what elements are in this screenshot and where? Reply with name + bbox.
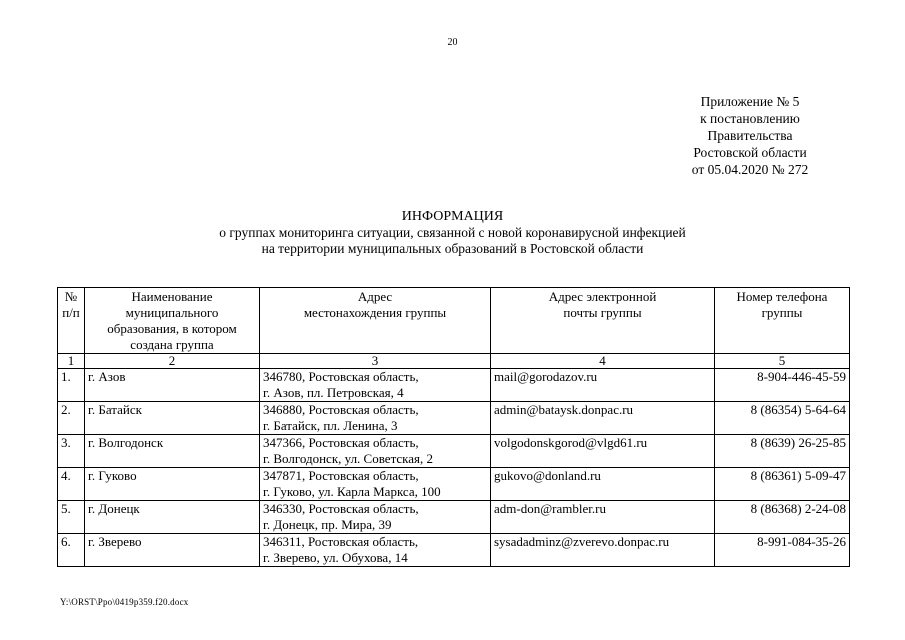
- municipality-name: г. Волгодонск: [85, 435, 260, 468]
- column-number: 5: [715, 354, 850, 369]
- row-number: 3.: [58, 435, 85, 468]
- group-email: admin@bataysk.donpac.ru: [491, 402, 715, 435]
- header-text: создана группа: [130, 337, 214, 352]
- page-number: 20: [447, 37, 458, 48]
- address-line: 346880, Ростовская область,: [263, 402, 419, 417]
- header-text: п/п: [62, 305, 80, 320]
- table-row: [58, 468, 850, 501]
- title-line: о группах мониторинга ситуации, связанной с новой коронавирусной инфекцией: [219, 225, 686, 240]
- group-email: adm-don@rambler.ru: [491, 501, 715, 534]
- column-number: 1: [58, 354, 85, 369]
- row-number: 4.: [58, 468, 85, 501]
- table-row: [58, 369, 850, 402]
- document-title: [0, 209, 905, 257]
- group-phone: 8-991-084-35-26: [715, 534, 850, 567]
- row-number: 5.: [58, 501, 85, 534]
- row-number: 6.: [58, 534, 85, 567]
- header-cell-address: [260, 288, 491, 354]
- group-phone: 8 (86368) 2-24-08: [715, 501, 850, 534]
- column-number: 3: [260, 354, 491, 369]
- group-email: sysadadminz@zverevo.donpac.ru: [491, 534, 715, 567]
- table-row: [58, 501, 850, 534]
- address-line: 346330, Ростовская область,: [263, 501, 419, 516]
- header-cell-number: [58, 288, 85, 354]
- address-line: 347871, Ростовская область,: [263, 468, 419, 483]
- header-text: группы: [761, 305, 803, 320]
- header-text: местонахождения группы: [303, 305, 447, 320]
- header-cell-phone: [715, 288, 850, 354]
- address-line: 346780, Ростовская область,: [263, 369, 419, 384]
- group-address: [260, 369, 491, 402]
- header-cell-municipality: [85, 288, 260, 354]
- appendix-line: Правительства: [707, 128, 793, 143]
- table-row: [58, 435, 850, 468]
- address-line: 347366, Ростовская область,: [263, 435, 419, 450]
- table-header-row: [58, 288, 850, 354]
- monitoring-groups-table: [57, 287, 850, 567]
- appendix-line: Ростовской области: [693, 145, 807, 160]
- header-text: Адрес электронной: [548, 289, 657, 304]
- group-phone: 8-904-446-45-59: [715, 369, 850, 402]
- header-text: Номер телефона: [736, 289, 828, 304]
- column-number: 4: [491, 354, 715, 369]
- address-line: г. Донецк, пр. Мира, 39: [263, 517, 392, 532]
- group-phone: 8 (86361) 5-09-47: [715, 468, 850, 501]
- header-text: образования, в котором: [107, 321, 237, 336]
- header-text: почты группы: [563, 305, 642, 320]
- address-line: г. Зверево, ул. Обухова, 14: [263, 550, 408, 565]
- header-text: №: [64, 289, 78, 304]
- column-number: 2: [85, 354, 260, 369]
- group-phone: 8 (8639) 26-25-85: [715, 435, 850, 468]
- appendix-line: Приложение № 5: [700, 94, 800, 109]
- address-line: 346311, Ростовская область,: [263, 534, 419, 549]
- title-line: на территории муниципальных образований в Ростовской области: [261, 241, 644, 256]
- row-number: 1.: [58, 369, 85, 402]
- header-text: муниципального: [125, 305, 219, 320]
- municipality-name: г. Гуково: [85, 468, 260, 501]
- header-text: Наименование: [131, 289, 213, 304]
- group-email: volgodonskgorod@vlgd61.ru: [491, 435, 715, 468]
- appendix-block: [660, 93, 840, 178]
- municipality-name: г. Зверево: [85, 534, 260, 567]
- address-line: г. Азов, пл. Петровская, 4: [263, 385, 404, 400]
- appendix-line: от 05.04.2020 № 272: [691, 162, 809, 177]
- group-address: [260, 468, 491, 501]
- column-number-row: [58, 354, 850, 369]
- group-email: mail@gorodazov.ru: [491, 369, 715, 402]
- group-email: gukovo@donland.ru: [491, 468, 715, 501]
- header-cell-email: [491, 288, 715, 354]
- title-heading: ИНФОРМАЦИЯ: [401, 209, 504, 224]
- group-address: [260, 501, 491, 534]
- row-number: 2.: [58, 402, 85, 435]
- address-line: г. Батайск, пл. Ленина, 3: [263, 418, 398, 433]
- address-line: г. Волгодонск, ул. Советская, 2: [263, 451, 434, 466]
- group-address: [260, 402, 491, 435]
- table-row: [58, 402, 850, 435]
- municipality-name: г. Батайск: [85, 402, 260, 435]
- group-address: [260, 435, 491, 468]
- group-address: [260, 534, 491, 567]
- table-row: [58, 534, 850, 567]
- group-phone: 8 (86354) 5-64-64: [715, 402, 850, 435]
- municipality-name: г. Донецк: [85, 501, 260, 534]
- header-text: Адрес: [357, 289, 393, 304]
- municipality-name: г. Азов: [85, 369, 260, 402]
- address-line: г. Гуково, ул. Карла Маркса, 100: [263, 484, 441, 499]
- appendix-line: к постановлению: [700, 111, 800, 126]
- file-path-footer: Y:\ORST\Ppo\0419p359.f20.docx: [60, 597, 189, 607]
